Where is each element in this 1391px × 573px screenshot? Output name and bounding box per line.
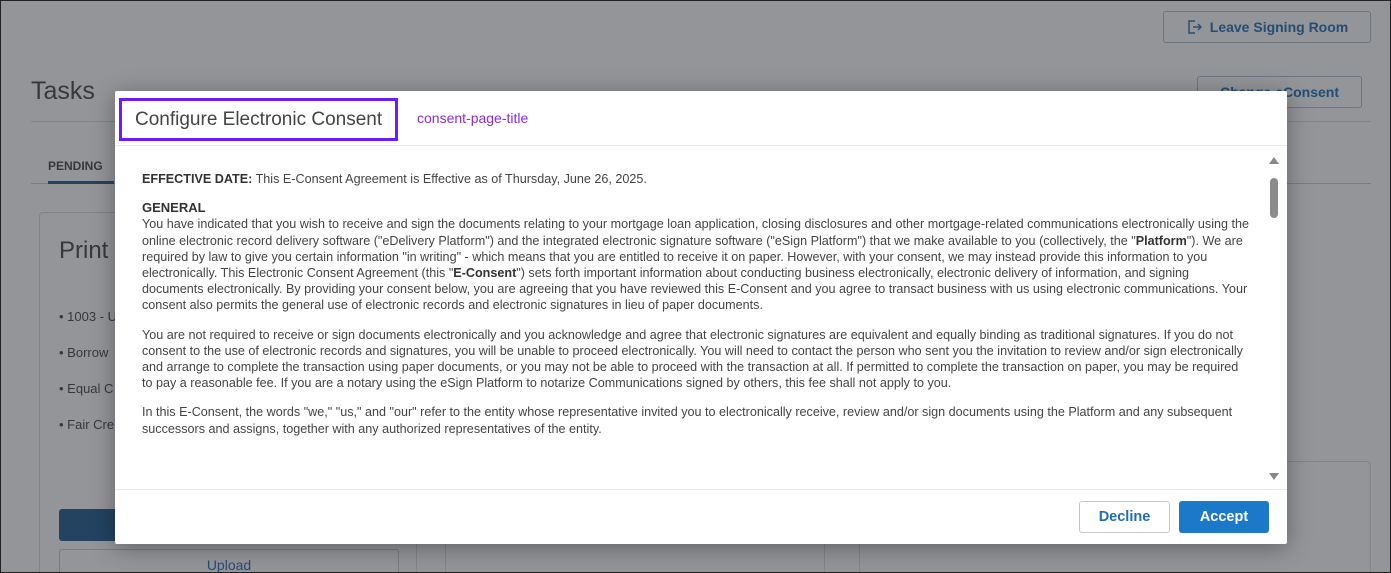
- scroll-thumb[interactable]: [1270, 178, 1278, 218]
- consent-agreement-text: [142, 171, 1252, 450]
- paragraph-text: You have indicated that you wish to receive and sign the documents relating to your mortgage loan application, closing disclosures and other mortgage-related communications electronically using the online electronic record delivery software ("eDelivery Platform") and the integrated electronic signature software ("eSign Platform") that we make available to you (collectively, the ": [142, 217, 1250, 248]
- scroll-down-arrow-icon[interactable]: [1269, 473, 1279, 480]
- paragraph: You are not required to receive or sign documents electronically and you acknowledge and agree that electronic signatures are equivalent and equally binding as traditional signatures. If you do not consent to the use of electronic records and signatures, you will be unable to proceed electronically. You will need to contact the person who sent you the invitation to review and/or sign electronically and arrange to complete the transaction using paper documents, or you may not be able to proceed with the transaction at all. If permitted to complete the transaction on paper, you may be required to pay a reasonable fee. If you are a notary using the eSign Platform to notarize Communications signed by others, this fee shall not apply to you.: [142, 327, 1243, 391]
- paragraph-text: "). We are required by law to give you certain information "in writing" - which means that you are entitled to receive it on paper. However, with your consent, we may instead provide this information to you electronically. This Electronic Consent Agreement (this ": [142, 233, 1243, 281]
- modal-header: [115, 91, 1287, 146]
- term-platform: Platform: [1135, 233, 1187, 248]
- paragraph: In this E-Consent, the words "we," "us," and "our" refer to the entity whose representative invited you to electronically receive, review and/or sign documents using the Platform and any subsequent successors and assigns, together with any authorized representatives of the entity.: [142, 405, 1233, 436]
- section-heading-general: GENERAL: [142, 200, 206, 216]
- scroll-up-arrow-icon[interactable]: [1269, 157, 1279, 164]
- annotation-highlight-box: [119, 98, 398, 141]
- paragraph-text: ") sets forth important information about conducting business electronically, electronic delivery of information, and signing documents electronically. By providing your consent below, you are agreeing that you have reviewed this E-Consent and you agree to transact business with us using electronic communications. Your consent also permits the general use of electronic records and electronic signatures in lieu of paper documents.: [142, 266, 1248, 313]
- effective-date-label: EFFECTIVE DATE:: [142, 172, 253, 186]
- decline-button[interactable]: Decline: [1079, 501, 1170, 533]
- accept-button[interactable]: Accept: [1179, 501, 1269, 533]
- consent-text-scroll-area[interactable]: [115, 147, 1287, 489]
- modal-footer: [115, 489, 1287, 544]
- econsent-modal: [115, 91, 1287, 544]
- paragraph: [142, 216, 1252, 313]
- effective-date-line: [142, 171, 1252, 187]
- annotation-label: consent-page-title: [417, 110, 529, 126]
- scrollbar[interactable]: [1267, 153, 1281, 483]
- term-e-consent: E-Consent: [453, 266, 517, 281]
- modal-title: Configure Electronic Consent: [135, 108, 383, 130]
- effective-date-text: This E-Consent Agreement is Effective as of Thursday, June 26, 2025.: [252, 172, 647, 186]
